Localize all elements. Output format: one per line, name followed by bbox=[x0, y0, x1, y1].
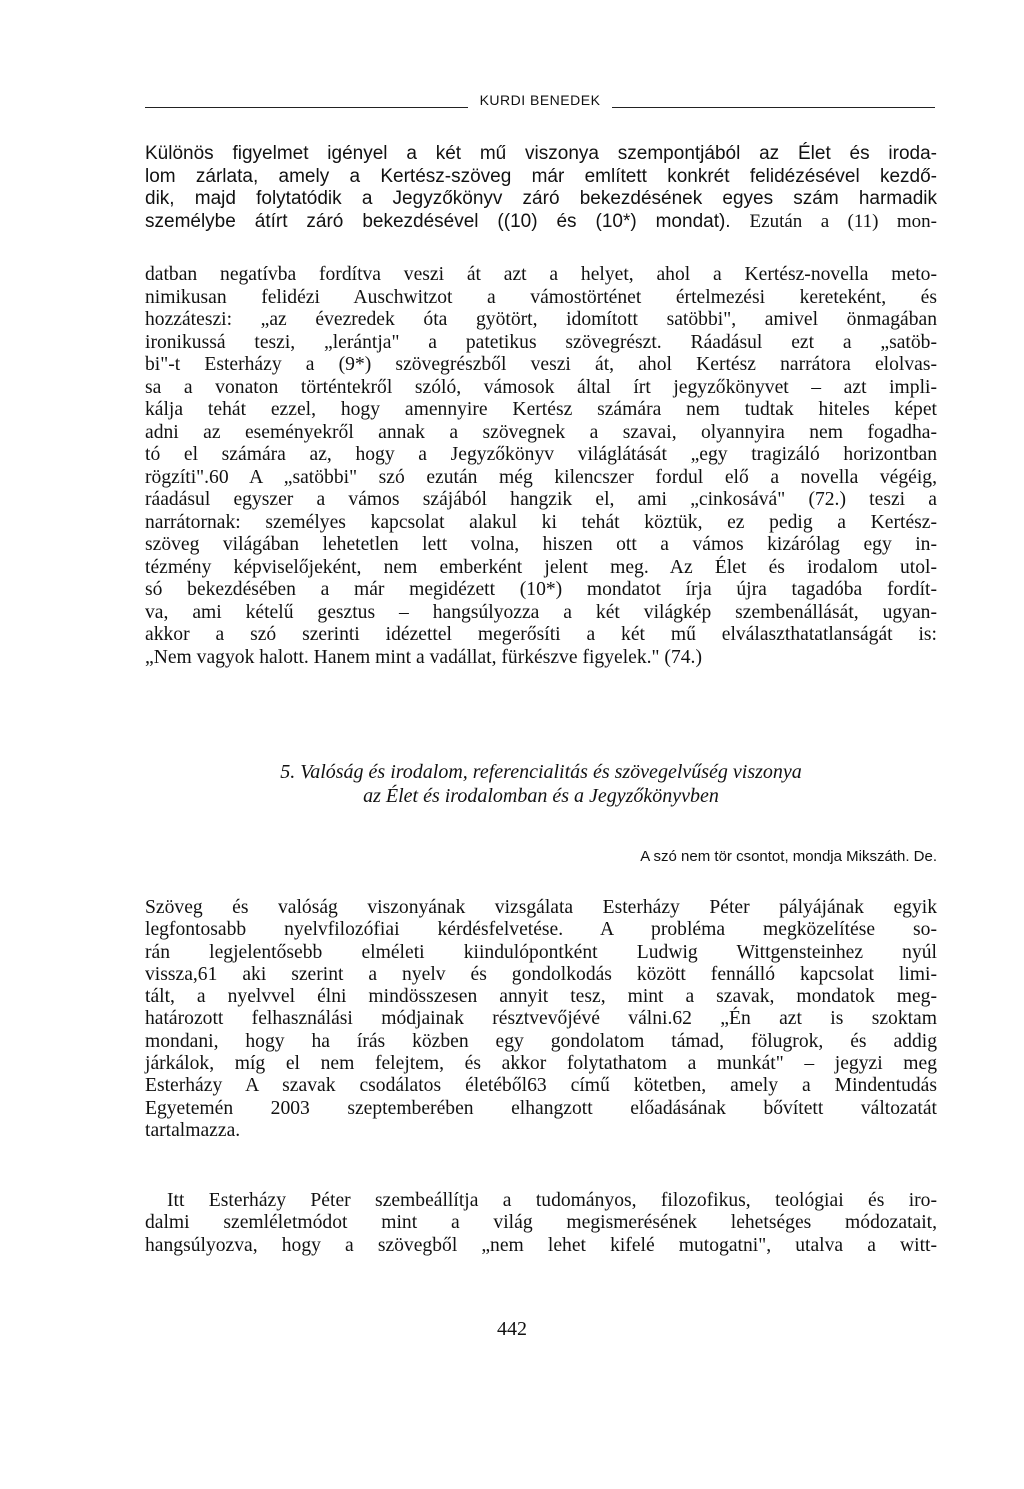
text-line: lom zárlata, amely a Kertész-szöveg már említett konkrét felidézésével kezdő- bbox=[145, 165, 937, 187]
text-line: adni az eseményekről annak a szövegnek a szavai, olyannyira nem fogadha- bbox=[145, 421, 937, 443]
text-line: Itt Esterházy Péter szembeállítja a tudományos, filozofikus, teológiai és iro- bbox=[167, 1190, 937, 1211]
text-line: „Nem vagyok halott. Hanem mint a vadállat, fürkészve figyelek." (74.) bbox=[145, 646, 702, 668]
text-line: járkálok, míg el nem felejtem, és akkor folytathatom a munkát" – jegyzi meg bbox=[145, 1053, 937, 1075]
page-number: 442 bbox=[497, 1318, 527, 1340]
text-line: ráadásul egyszer a vámos szájából hangzik el, ami „cinkosává" (72.) teszi a bbox=[145, 489, 937, 510]
text-line: Szöveg és valóság viszonyának vizsgálata Esterházy Péter pályájának egyik bbox=[145, 897, 937, 918]
text-line: va, ami kételű gesztus – hangsúlyozza a két világkép szembenállását, ugyan- bbox=[145, 601, 937, 623]
text-line: tált, a nyelvvel élni mindösszesen annyit tesz, mint a szavak, mondatok meg- bbox=[145, 986, 937, 1008]
text-line: szöveg világában lehetetlen lett volna, hiszen ott a vámos kizárólag egy in- bbox=[145, 534, 937, 555]
text-line: legfontosabb nyelvfilozófiai kérdésfelvetése. A probléma megközelítése so- bbox=[145, 919, 937, 941]
text-line: Esterházy A szavak csodálatos életéből63 című kötetben, amely a Mindentudás bbox=[145, 1075, 937, 1097]
text-line: bi"-t Esterházy a (9*) szövegrészből veszi át, ahol Kertész narrátora elolvas- bbox=[145, 354, 937, 375]
text-line: személybe átírt záró bekezdésével ((10) és (10*) mondat). bbox=[145, 210, 731, 232]
text-line: tó el számára az, hogy a Jegyzőkönyv világlátását „egy tragizáló horizontban bbox=[145, 444, 937, 465]
section-heading bbox=[145, 760, 937, 808]
text-line: só bekezdésében a már megidézett (10*) mondatot írja újra tagadóba fordít- bbox=[145, 579, 937, 600]
paragraph-3 bbox=[145, 897, 937, 1142]
text-line: ironikussá teszi, „lerántja" a patetikus szövegrészt. Ráadásul ezt a „satöb- bbox=[145, 331, 937, 353]
text-line: rögzíti".60 A „satöbbi" szó ezután még kilencszer fordul elő a novella végéig, bbox=[145, 466, 937, 488]
text-line: Különös figyelmet igényel a két mű viszonya szempontjából az Élet és iroda- bbox=[145, 143, 937, 164]
text-line: mondani, hogy ha írás közben egy gondolatom támad, fölugrok, és addig bbox=[145, 1030, 937, 1052]
running-header bbox=[145, 92, 935, 116]
epigraph: A szó nem tör csontot, mondja Mikszáth. De. bbox=[640, 848, 937, 865]
text-line: dik, majd folytatódik a Jegyzőkönyv záró bekezdésének egyes szám harmadik bbox=[145, 188, 937, 209]
text-line: akkor a szó szerinti idézettel megerősíti a két mű elválaszthatatlanságát is: bbox=[145, 624, 937, 645]
text-line: határozott felhasználási módjainak résztvevőjévé válni.62 „Én azt is szoktam bbox=[145, 1008, 937, 1030]
section-title-line-1: 5. Valóság és irodalom, referencialitás és szövegelvűség viszonya bbox=[280, 761, 802, 783]
paragraph-2 bbox=[145, 264, 937, 669]
text-line: hangsúlyozva, hogy a szövegből „nem lehet kifelé mutogatni", utalva a witt- bbox=[145, 1234, 937, 1256]
text-line: narrátornak: személyes kapcsolat alakul ki tehát köztük, ez pedig a Kertész- bbox=[145, 511, 937, 533]
text-line: Egyetemén 2003 szeptemberében elhangzott előadásának bővített változatát bbox=[145, 1097, 937, 1119]
paragraph-1 bbox=[145, 143, 937, 233]
text-line: tézmény képviselőjeként, nem emberként jelent meg. Az Élet és irodalom utol- bbox=[145, 556, 937, 578]
text-line: vissza,61 aki szerint a nyelv és gondolkodás között fennálló kapcsolat limi- bbox=[145, 963, 937, 985]
text-line: rán legjelentősebb elméleti kiindulópontként Ludwig Wittgensteinhez nyúl bbox=[145, 941, 937, 963]
text-line: datban negatívba fordítva veszi át azt a helyet, ahol a Kertész-novella meto- bbox=[145, 264, 937, 285]
section-title-line-2: az Élet és irodalomban és a Jegyzőkönyvben bbox=[363, 785, 719, 807]
text-line: nimikusan felidézi Auschwitzot a vámostörténet értelmezési kereteként, és bbox=[145, 286, 937, 308]
text-line: sa a vonaton történtekről szóló, vámosok által írt jegyzőkönyvet – azt impli- bbox=[145, 376, 937, 398]
paragraph-4 bbox=[145, 1190, 937, 1257]
text-line: kálja tehát ezzel, hogy amennyire Kertész számára nem tudtak hiteles képet bbox=[145, 399, 937, 420]
running-title: KURDI BENEDEK bbox=[468, 92, 613, 108]
text-line: tartalmazza. bbox=[145, 1119, 241, 1141]
text-line: dalmi szemléletmódot mint a világ megismerésének lehetséges módozatait, bbox=[145, 1212, 937, 1234]
text-line: hozzáteszi: „az évezredek óta gyötört, idomított satöbbi", amivel önmagában bbox=[145, 309, 937, 330]
text-line: Ezután a (11) mon- bbox=[749, 210, 937, 232]
